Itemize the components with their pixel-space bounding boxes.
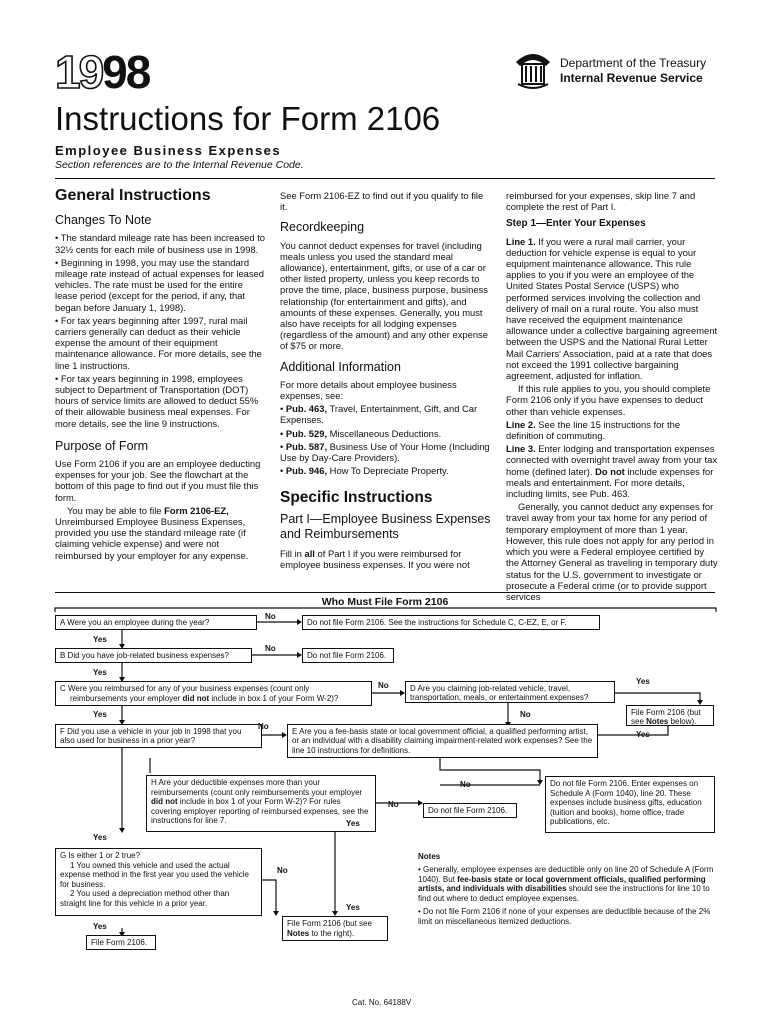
c-line2-post: include in box 1 of your Form W-2)? xyxy=(209,693,339,703)
note-2: • Do not file Form 2106 if none of your expenses are deductible because of the 2% limit on miscellaneous itemized deductions. xyxy=(418,906,711,926)
purpose-p2-post: Unreimbursed Employee Business Expenses, provided you use the standard mileage rate (if claiming vehicle expense) and were not reimbursed by your employer for any expense. xyxy=(55,516,249,561)
notes-block xyxy=(418,852,718,930)
h-pre: H Are your deductible expenses more than your reimbursements (count only reimbursements your employer xyxy=(151,778,363,797)
pub-529-title: Miscellaneous Deductions. xyxy=(327,427,442,439)
part1-heading: Part I—Employee Business Expenses and Reimbursements xyxy=(280,511,491,541)
note-1-post: should see the instructions for line 10 to find out where to deduct employee expenses. xyxy=(418,884,710,904)
h-yes-bold: Notes xyxy=(287,928,310,938)
dept-line1: Department of the Treasury xyxy=(560,56,707,70)
change-bullet-3: • For tax years beginning after 1997, rural mail carriers generally can deduct as their vehicle expense the amount of their equipment maintenance allowance. For more details, see the line 1 instructions. xyxy=(55,314,262,371)
additional-info-heading: Additional Information xyxy=(280,359,401,374)
pub-587-num: Pub. 587, xyxy=(285,440,328,452)
d-yes-post: below). xyxy=(668,717,697,726)
d-no-label: No xyxy=(520,710,531,719)
step1-heading: Step 1—Enter Your Expenses xyxy=(506,218,646,230)
purpose-p1: Use Form 2106 if you are an employee deducting expenses for your job. See the flowchart at the bottom of this page to find out if you must file this form. xyxy=(55,458,261,503)
c-line2-pre: reimbursements your employer xyxy=(70,693,183,703)
question-g xyxy=(55,848,262,916)
line3-bold: Do not xyxy=(595,465,625,477)
h-bold: did not xyxy=(151,797,178,807)
line3-label: Line 3. xyxy=(506,443,536,455)
year-outline: 19 xyxy=(55,46,103,98)
g-item1: 1 You owned this vehicle and used the actual expense method in the first year you used the vehicle for business. xyxy=(60,860,249,889)
line3-body: Enter lodging and transportation expenses connected with overnight travel away from your tax home (defined later). xyxy=(506,443,718,477)
page-subtitle: Employee Business Expenses xyxy=(55,143,282,158)
line3-p2: Generally, you cannot deduct any expenses for travel away from your tax home for any period of temporary employment of more than 1 year. However, this rule does not apply for any period in which you were a Federal employee certified by the Attorney General as traveling in temporary duty status for the U.S. government to investigate or prosecute a Federal crime (or to provide support services xyxy=(506,501,718,602)
question-b: B Did you have job-related business expenses? xyxy=(55,648,252,663)
line1-label: Line 1. xyxy=(506,235,536,247)
line3-body2: include expenses for meals and entertainment. For more details, including limits, see Pub. 463. xyxy=(506,465,714,500)
question-e: E Are you a fee-basis state or local government official, a qualified performing artist, or an individual with a disability claiming impairment-related work expenses? See the line 10 instructions for definitions. xyxy=(287,724,598,758)
h-yes-pre: File Form 2106 (but see xyxy=(287,919,372,928)
dept-line2: Internal Revenue Service xyxy=(560,71,703,85)
pub-463-num: Pub. 463, xyxy=(285,403,328,415)
pub-463-title: Travel, Entertainment, Gift, and Car Expenses. xyxy=(280,403,478,426)
question-d: D Are you claiming job-related vehicle, travel, transportation, meals, or entertainment expenses? xyxy=(405,681,615,703)
change-bullet-1: • The standard mileage rate has been increased to 32½ cents for each mile of business use in 1998. xyxy=(55,232,266,255)
question-f: F Did you use a vehicle in your job in 1998 that you also used for business in a prior year? xyxy=(55,724,262,748)
fill-post: of Part I if you were reimbursed for employee business expenses. If you were not xyxy=(280,547,470,570)
col3-intro: reimbursed for your expenses, skip line 7 and complete the rest of Part I. xyxy=(506,190,696,213)
pub-587-title: Business Use of Your Home (Including Use by Day-Care Providers). xyxy=(280,440,490,464)
g-yes-box: File Form 2106. xyxy=(86,935,156,950)
pub-946: • Pub. 946, How To Depreciate Property. xyxy=(280,465,449,477)
specific-instructions-heading: Specific Instructions xyxy=(280,489,433,507)
question-a: A Were you an employee during the year? xyxy=(55,615,257,630)
note-1-bold: fee-basis state or local government officials, qualified performing artists, and individuals with disabilities xyxy=(418,874,706,894)
a-yes-label: Yes xyxy=(93,635,107,644)
h-yes-post: to the right). xyxy=(309,928,355,938)
pub-946-title: How To Depreciate Property. xyxy=(327,465,449,477)
e-yes-label: Yes xyxy=(636,730,650,739)
line2-body: See the line 15 instructions for the definition of commuting. xyxy=(506,418,681,442)
purpose-p2-pre: You may be able to file xyxy=(67,504,165,516)
a-no-box: Do not file Form 2106. See the instructions for Schedule C, C-EZ, E, or F. xyxy=(302,615,600,630)
pub-463: • Pub. 463, Travel, Entertainment, Gift, and Car Expenses. xyxy=(280,403,478,426)
general-instructions-heading: General Instructions xyxy=(55,187,211,204)
h-no-label: No xyxy=(388,800,399,809)
c-no-label: No xyxy=(378,681,389,690)
notes-heading: Notes xyxy=(418,852,441,861)
pub-529-num: Pub. 529, xyxy=(285,427,328,439)
g-no-label: No xyxy=(277,866,288,875)
c-yes-label: Yes xyxy=(93,710,107,719)
h-no-box: Do not file Form 2106. xyxy=(423,803,517,818)
c-line2-bold: did not xyxy=(182,693,210,703)
b-no-label: No xyxy=(265,644,276,653)
pub-587: • Pub. 587, Business Use of Your Home (Including Use by Day-Care Providers). xyxy=(280,440,490,464)
g-item2: 2 You used a depreciation method other than straight line for this vehicle in a prior year. xyxy=(60,889,230,908)
purpose-p2-bold: Form 2106-EZ, xyxy=(164,504,229,516)
e-no-label: No xyxy=(460,780,471,789)
h-yes-box xyxy=(282,916,388,941)
a-no-label: No xyxy=(265,612,276,621)
e-no-box: Do not file Form 2106. Enter expenses on Schedule A (Form 1040), line 20. These expenses include business gifts, education (tuition and books), home office, trade publications, etc. xyxy=(545,776,715,833)
b-no-box: Do not file Form 2106. xyxy=(302,648,394,663)
pub-529: • Pub. 529, Miscellaneous Deductions. xyxy=(280,427,442,439)
f-yes-label: Yes xyxy=(93,833,107,842)
col2-intro: See Form 2106-EZ to find out if you qualify to file it. xyxy=(280,190,484,213)
recordkeeping-heading: Recordkeeping xyxy=(280,220,365,235)
g-head: G Is either 1 or 2 true? xyxy=(60,851,141,860)
flowchart-title: Who Must File Form 2106 xyxy=(321,596,449,608)
line1-text2: If this rule applies to you, you should complete Form 2106 only if you have expenses to deduct other than vehicle expenses. xyxy=(506,383,711,417)
note-1-pre: • Generally, employee expenses are deductible only on line 20 of Schedule A (Form 1040). But xyxy=(418,864,714,884)
recordkeeping-text: You cannot deduct expenses for travel (including meals unless you used the standard meal allowance), entertainment, gifts, or use of a car or other listed property, unless you keep records to prove the time, place, business purpose, business relationship (for entertainment and gifts), and amounts of these expenses. Generally, you must also have receipts for all lodging expenses (regardless of the amount) and any other expense of $75 or more. xyxy=(280,239,488,352)
h-post: include in box 1 of your Form W-2)? For rules covering employer reporting of reimbursed expenses, see the instructions for line 7. xyxy=(151,797,369,826)
line2-label: Line 2. xyxy=(506,418,536,430)
fill-pre: Fill in xyxy=(280,547,305,559)
c-line1: C Were you reimbursed for any of your business expenses (count only xyxy=(60,684,310,693)
change-bullet-2: • Beginning in 1998, you may use the standard mileage rate instead of actual expenses for leased vehicles. The rate must be used for the entire lease period (except for the period, if any, that began before January 1, 1998). xyxy=(55,256,264,313)
d-yes-pre: File Form 2106 (but see xyxy=(631,708,701,726)
additional-info-text: For more details about employee business expenses, see: xyxy=(280,378,457,402)
d-yes-box xyxy=(626,705,714,726)
fill-bold: all xyxy=(304,547,315,559)
h-yes-label-2: Yes xyxy=(346,903,360,912)
line1-body: If you were a rural mail carrier, your deduction for vehicle expense is equal to your equipment maintenance allowance. This rule applies to you if you were an employee of the United States Postal Service (USPS) who performed services involving the collection and delivery of mail on a rural route. You also must have received the equipment maintenance allowance under a collective bargaining agreement between the USPS and the National Rural Letter Mail Carriers' Association, paid at a rate that does not exceed the 1991 collective bargaining agreement, adjusted for inflation. xyxy=(506,235,718,382)
d-yes-bold: Notes xyxy=(646,717,669,726)
h-yes-label: Yes xyxy=(346,819,360,828)
section-note: Section references are to the Internal Revenue Code. xyxy=(55,159,304,171)
d-yes-label: Yes xyxy=(636,677,650,686)
note-1 xyxy=(418,865,718,904)
pub-946-num: Pub. 946, xyxy=(285,465,328,477)
c-line2 xyxy=(60,694,367,704)
purpose-heading: Purpose of Form xyxy=(55,438,149,453)
question-h xyxy=(146,775,376,832)
f-no-label: No xyxy=(258,722,269,731)
question-c xyxy=(55,681,372,706)
catalog-number: Cat. No. 64188V xyxy=(352,998,412,1007)
change-bullet-4: • For tax years beginning in 1998, employees subject to Department of Transportation (DOT) hours of service limits are allowed to deduct 55% of their allowable business meal expenses. For more details, see the line 9 instructions. xyxy=(55,372,259,429)
b-yes-label: Yes xyxy=(93,668,107,677)
g-yes-label: Yes xyxy=(93,922,107,931)
year-bold: 98 xyxy=(102,46,150,98)
changes-heading: Changes To Note xyxy=(55,213,152,228)
page-title: Instructions for Form 2106 xyxy=(55,100,441,137)
